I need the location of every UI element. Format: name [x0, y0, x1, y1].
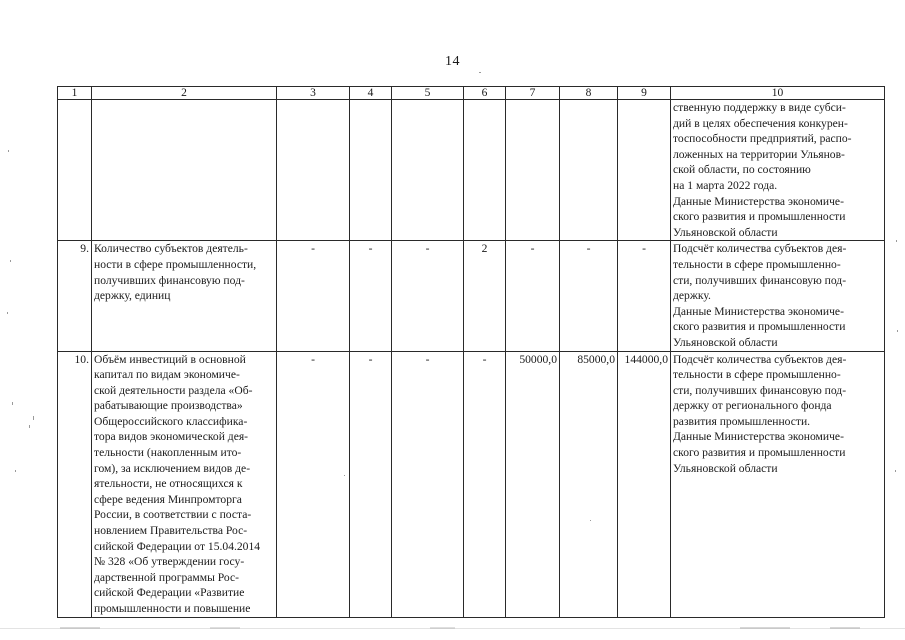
- col-header: 3: [277, 87, 350, 100]
- col-header: 6: [464, 87, 506, 100]
- value-cell: -: [506, 241, 560, 351]
- value-cell: -: [392, 241, 464, 351]
- page-number: 14: [445, 54, 460, 69]
- indicator-name-cell: Количество субъектов деятель- ности в сфере промышленности, получивших финансовую под- держку, единиц: [92, 241, 277, 351]
- value-cell: -: [277, 241, 350, 351]
- col-header: 2: [92, 87, 277, 100]
- table-row-continuation: [58, 100, 885, 241]
- col-header: 8: [560, 87, 618, 100]
- value-cell: -: [277, 351, 350, 617]
- value-cell: 2: [464, 241, 506, 351]
- value-cell: 85000,0: [560, 351, 618, 617]
- col-header: 5: [392, 87, 464, 100]
- note-cell: Подсчёт количества субъектов дея- тельности в сфере промышленно- сти, получивших финансовую под- держку от регионального фонда развития промышленности. Данные Министерства экономиче- ского развития и промышленности Ульяновской области: [671, 351, 885, 617]
- value-cell: -: [350, 241, 392, 351]
- header-row: [58, 87, 885, 100]
- row-number: 10.: [58, 351, 92, 617]
- value-cell: 144000,0: [618, 351, 671, 617]
- indicators-table: [57, 86, 885, 618]
- table-row-10: [58, 351, 885, 617]
- row-number: 9.: [58, 241, 92, 351]
- value-cell: -: [560, 241, 618, 351]
- note-cell: ственную поддержку в виде субси- дий в целях обеспечения конкурен- тоспособности предприятий, распо- ложенных на территории Ульянов- ской области, по состоянию на 1 марта 2022 года. Данные Министерства экономиче- ского развития и промышленности Ульяновской области: [671, 100, 885, 241]
- note-cell: Подсчёт количества субъектов дея- тельности в сфере промышленно- сти, получивших финансовую под- держку. Данные Министерства экономиче- ского развития и промышленности Ульяновской области: [671, 241, 885, 351]
- value-cell: 50000,0: [506, 351, 560, 617]
- col-header: 1: [58, 87, 92, 100]
- value-cell: -: [618, 241, 671, 351]
- indicator-name-cell: Объём инвестиций в основной капитал по видам экономиче- ской деятельности раздела «Об- рабатывающие производства» Общероссийского классифика- тора видов экономической дея- тельности (накопленным ито- гом), за исключением видов де- ятельности, не относящихся к сфере ведения Минпромторга России, в соответствии с поста- новлением Правительства Рос- сийской Федерации от 15.04.2014 № 328 «Об утверждении госу- дарственной программы Рос- сийской Федерации «Развитие промышленности и повышение: [92, 351, 277, 617]
- col-header: 7: [506, 87, 560, 100]
- value-cell: -: [350, 351, 392, 617]
- value-cell: -: [464, 351, 506, 617]
- col-header: 10: [671, 87, 885, 100]
- col-header: 4: [350, 87, 392, 100]
- table-row-9: [58, 241, 885, 351]
- value-cell: -: [392, 351, 464, 617]
- col-header: 9: [618, 87, 671, 100]
